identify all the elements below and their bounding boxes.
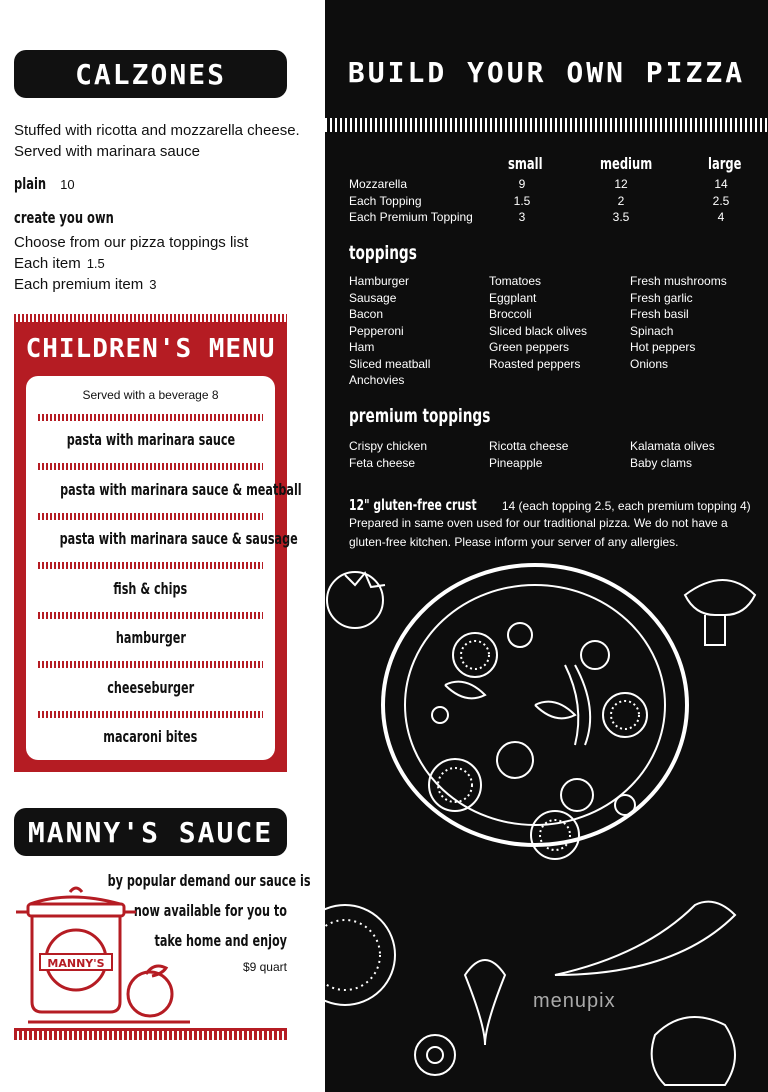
build-pizza-stripe <box>325 118 768 132</box>
topping: Broccoli <box>489 307 532 321</box>
topping: Spinach <box>630 324 674 338</box>
calzone-each-premium <box>14 276 156 293</box>
premium-topping: Kalamata olives <box>630 439 715 453</box>
gluten-free-label: 12" gluten-free crust <box>349 496 477 514</box>
topping: Fresh garlic <box>630 291 693 305</box>
kids-item-label: macaroni bites <box>103 727 198 746</box>
price-value: 12 <box>614 177 628 191</box>
kids-item <box>26 628 275 647</box>
topping: Hamburger <box>349 274 410 288</box>
mannys-sauce-title: MANNY'S SAUCE <box>27 815 274 849</box>
price-value: 1.5 <box>513 194 531 208</box>
calzone-create-heading <box>14 208 139 227</box>
each-premium-price: 3 <box>149 277 157 292</box>
topping: Bacon <box>349 307 384 321</box>
price-value: 3.5 <box>612 210 630 224</box>
kids-item-label: hamburger <box>115 628 186 647</box>
size-medium: medium <box>600 154 653 173</box>
price-row-label: Mozzarella <box>349 177 408 191</box>
divider <box>38 711 263 718</box>
topping: Fresh basil <box>630 307 689 321</box>
topping: Onions <box>630 357 669 371</box>
premium-topping: Pineapple <box>489 456 543 470</box>
gluten-free-line <box>349 496 751 514</box>
kids-item <box>26 480 302 499</box>
calzones-header <box>14 50 287 98</box>
topping: Ham <box>349 340 375 354</box>
each-item-label: Each item <box>14 255 81 272</box>
topping: Tomatoes <box>489 274 542 288</box>
price-value: 2 <box>617 194 625 208</box>
kids-stripe <box>14 314 287 322</box>
pot-label: MANNY'S <box>47 957 105 970</box>
topping: Anchovies <box>349 373 405 387</box>
left-column <box>0 0 325 1092</box>
kids-item-label: cheeseburger <box>107 678 194 697</box>
childrens-menu-panel <box>14 314 302 772</box>
sauce-footer-stripe <box>14 1028 287 1040</box>
plain-price: 10 <box>60 177 75 192</box>
each-premium-label: Each premium item <box>14 276 144 293</box>
kids-item <box>26 678 275 697</box>
watermark: menupix <box>533 990 616 1012</box>
divider <box>38 562 263 569</box>
divider <box>38 612 263 619</box>
sauce-price: $9 quart <box>242 960 287 974</box>
premium-topping: Crispy chicken <box>349 439 428 453</box>
kids-item-label: pasta with marinara sauce & sausage <box>59 529 298 548</box>
plain-label: plain <box>14 174 47 193</box>
calzone-each-item <box>14 255 105 272</box>
calzone-plain <box>14 174 75 193</box>
price-value: 2.5 <box>712 194 730 208</box>
kids-item <box>26 430 275 449</box>
create-label: create you own <box>14 208 114 227</box>
price-value: 4 <box>717 210 725 224</box>
calzones-description: Stuffed with ricotta and mozzarella cheese. Served with marinara sauce <box>14 122 300 160</box>
sauce-line: take home and enjoy <box>154 931 287 950</box>
sauce-line: by popular demand our sauce is <box>107 871 311 890</box>
divider <box>38 661 263 668</box>
topping: Pepperoni <box>349 324 404 338</box>
topping: Sausage <box>349 291 397 305</box>
size-large: large <box>708 154 742 173</box>
price-value: 9 <box>518 177 526 191</box>
premium-topping: Ricotta cheese <box>489 439 569 453</box>
toppings-title: toppings <box>349 242 417 264</box>
price-row-label: Each Premium Topping <box>349 210 473 224</box>
size-small: small <box>508 154 543 173</box>
sauce-pot-icon <box>10 882 190 1032</box>
kids-item <box>26 529 298 548</box>
kids-served-note: Served with a beverage 8 <box>82 388 219 402</box>
kids-item-label: fish & chips <box>113 579 188 598</box>
calzones-title: CALZONES <box>75 57 226 91</box>
topping: Fresh mushrooms <box>630 274 727 288</box>
kids-item-label: pasta with marinara sauce <box>66 430 235 449</box>
topping: Eggplant <box>489 291 537 305</box>
price-value: 3 <box>518 210 526 224</box>
gluten-free-price: 14 (each topping 2.5, each premium topping 4) <box>501 499 751 513</box>
build-pizza-title: BUILD YOUR OWN PIZZA <box>347 56 746 89</box>
calzone-create-desc: Choose from our pizza toppings list <box>14 234 249 251</box>
divider <box>38 463 263 470</box>
topping: Roasted peppers <box>489 357 581 371</box>
topping: Sliced meatball <box>349 357 431 371</box>
price-value: 14 <box>714 177 728 191</box>
gluten-free-desc: Prepared in same oven used for our traditional pizza. We do not have a gluten-free kitchen. Please inform your server of any allergies. <box>349 516 728 549</box>
kids-item-label: pasta with marinara sauce & meatball <box>60 480 302 499</box>
divider <box>38 414 263 421</box>
premium-topping: Baby clams <box>630 456 693 470</box>
divider <box>38 513 263 520</box>
sauce-line: now available for you to <box>133 901 287 920</box>
topping: Sliced black olives <box>489 324 588 338</box>
kids-item <box>26 727 275 746</box>
kids-item <box>26 579 275 598</box>
mannys-sauce-header <box>14 808 287 856</box>
right-column <box>325 0 768 1092</box>
childrens-menu-title: CHILDREN'S MENU <box>25 334 276 364</box>
childrens-menu-card <box>26 376 302 760</box>
each-item-price: 1.5 <box>86 256 105 271</box>
premium-toppings-title: premium toppings <box>349 405 491 427</box>
topping: Hot peppers <box>630 340 696 354</box>
price-row-label: Each Topping <box>349 194 422 208</box>
premium-topping: Feta cheese <box>349 456 416 470</box>
topping: Green peppers <box>489 340 570 354</box>
